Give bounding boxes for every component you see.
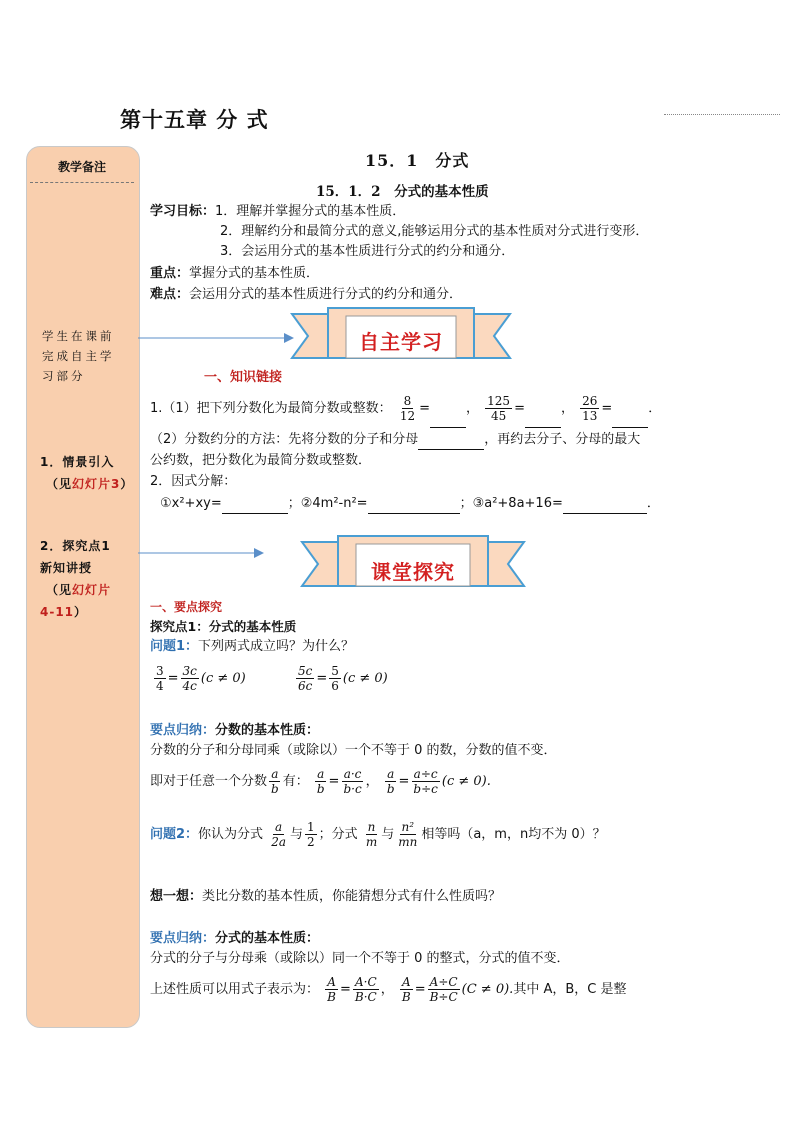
slide-reference: 幻灯片3 xyxy=(72,477,121,491)
explore-heading: 一、要点探究 xyxy=(150,600,223,614)
summary-1-heading xyxy=(150,721,319,741)
arrow-icon xyxy=(136,545,266,561)
factor-item: ；②4m²-n²= xyxy=(287,496,368,511)
question-1b-line2: 公约数，把分数化为最简分数或整数． xyxy=(150,453,372,468)
problem-2 xyxy=(150,815,606,855)
question-text: （2）分数约分的方法：先将分数的分子和分母 xyxy=(150,432,419,447)
answer-blank[interactable] xyxy=(430,427,466,428)
summary-title: 分式的基本性质： xyxy=(215,931,320,946)
sidebar-header: 教学备注 xyxy=(57,160,106,174)
fraction xyxy=(296,664,314,693)
numerator: a xyxy=(275,820,283,834)
answer-blank[interactable] xyxy=(563,513,647,514)
sidebar-note-text: （见 xyxy=(46,477,73,491)
question-2-items: ①x²+xy= ；②4m²-n²= ；③a²+8a+16= ． xyxy=(160,494,660,514)
denominator: 4c xyxy=(182,679,197,693)
summary-2-formula: 上述性质可以用式子表示为： $\frac{A}{B}$ = $\frac{A\cdot C}{B\cdot C}$ ， $\frac{A}{B}$ = $\frac{A\div C}{B\div C}$ (C ≠ 0).其中 A，B，C 是整 xyxy=(150,975,627,1004)
answer-blank[interactable] xyxy=(368,513,460,514)
summary-2-text: 分式的分子与分母乘（或除以）同一个不等于 0 的整式，分式的值不变． xyxy=(150,951,570,966)
sidebar-note-line: 2．探究点1 xyxy=(40,539,111,553)
denominator: 6c xyxy=(298,679,313,693)
fraction xyxy=(428,975,460,1004)
factor-item: ；③a²+8a+16= xyxy=(459,496,563,511)
goals-label: 学习目标： xyxy=(150,204,216,219)
denominator: B xyxy=(327,990,336,1004)
fraction xyxy=(269,767,281,796)
condition: (c ≠ 0) xyxy=(342,671,388,686)
section-title: 15．1 分式 xyxy=(365,151,470,170)
denominator: 6 xyxy=(331,679,339,693)
problem-1 xyxy=(150,637,354,657)
numerator: A xyxy=(327,975,336,989)
denominator: b·c xyxy=(343,782,362,796)
denominator: B xyxy=(401,990,411,1004)
denominator: m xyxy=(365,835,378,849)
problem-label: 问题1： xyxy=(150,639,199,654)
fraction xyxy=(485,394,512,423)
numerator: n² xyxy=(401,820,415,834)
sidebar-note-intro xyxy=(40,451,136,495)
learning-goal-1 xyxy=(150,202,405,222)
arrow-icon xyxy=(136,330,296,346)
think-text: 类比分数的基本性质，你能猜想分式有什么性质吗？ xyxy=(202,889,502,904)
inline-text: (C ≠ 0). xyxy=(461,982,514,997)
fraction xyxy=(325,975,338,1004)
fraction xyxy=(398,394,417,423)
inline-text: 上述性质可以用式子表示为： xyxy=(150,982,320,997)
fraction xyxy=(396,820,419,849)
numerator: a÷c xyxy=(413,767,438,781)
denominator: 45 xyxy=(490,409,507,423)
summary-2-heading xyxy=(150,929,319,949)
fraction xyxy=(154,664,166,693)
numerator: 3c xyxy=(182,664,197,678)
answer-blank[interactable] xyxy=(612,427,648,428)
numerator: a xyxy=(271,767,279,781)
sidebar-note-line: 习部分 xyxy=(42,369,86,383)
numerator: a xyxy=(317,767,325,781)
inline-text: 有： xyxy=(282,774,309,789)
sidebar-note-line: 学生在课前 xyxy=(42,329,115,343)
knowledge-link-heading: 一、知识链接 xyxy=(204,370,283,385)
explore-point-1: 探究点1：分式的基本性质 xyxy=(150,619,297,634)
difficulty xyxy=(150,285,462,305)
numerator: a·c xyxy=(343,767,362,781)
answer-blank[interactable] xyxy=(418,449,484,450)
numerator: 1 xyxy=(307,820,315,834)
learning-goal-3: 3．会运用分式的基本性质进行分式的约分和通分． xyxy=(220,244,515,259)
factor-item: ①x²+xy= xyxy=(160,496,222,511)
answer-blank[interactable] xyxy=(222,513,288,514)
inline-text: ；分式 xyxy=(318,827,358,842)
numerator: A·C xyxy=(354,975,377,989)
inline-text: 即对于任意一个分数 xyxy=(150,774,268,789)
inline-text: 你认为分式 xyxy=(198,827,264,842)
denominator: mn xyxy=(398,835,418,849)
slide-reference: 4-11 xyxy=(40,605,75,619)
inline-text: 相等吗（a，m，n均不为 0）？ xyxy=(421,827,606,842)
summary-1-formula: 即对于任意一个分数 $\frac{a}{b}$ 有： $\frac{a}{b}$ = $\frac{a\cdot c}{b\cdot c}$ ， $\frac{a}{b}$ = $\frac{a\div c}{b\div c}$ (c ≠ 0). xyxy=(150,767,491,796)
fraction xyxy=(364,820,379,849)
numerator: 5 xyxy=(331,664,339,678)
difficulty-label: 难点： xyxy=(150,287,190,302)
key-point xyxy=(150,264,319,284)
fraction xyxy=(400,975,413,1004)
header-dotted-rule xyxy=(664,114,780,115)
inline-text: 其中 A，B，C 是整 xyxy=(513,982,627,997)
key-point-label: 重点： xyxy=(150,266,190,281)
fraction xyxy=(329,664,341,693)
numerator: n xyxy=(367,820,376,834)
inline-text: 与 xyxy=(381,827,395,842)
subsection-title: 15．1．2 分式的基本性质 xyxy=(316,184,489,200)
question-text: ，再约去分子、分母的最大 xyxy=(484,432,641,447)
denominator: b xyxy=(386,782,395,796)
numerator: A xyxy=(401,975,411,989)
summary-title: 分数的基本性质： xyxy=(215,723,320,738)
problem-label: 问题2： xyxy=(150,827,199,842)
numerator: a xyxy=(387,767,395,781)
numerator: 8 xyxy=(403,394,412,408)
question-2: 2．因式分解： xyxy=(150,474,237,489)
denominator: 4 xyxy=(156,679,164,693)
denominator: B÷C xyxy=(429,990,458,1004)
fraction xyxy=(353,975,379,1004)
numerator: 3 xyxy=(156,664,164,678)
question-1-text: 1.（1）把下列分数化为最简分数或整数： xyxy=(150,401,392,416)
equation-2: $\frac{5c}{6c}$ = $\frac{5}{6}$ (c ≠ 0) xyxy=(298,664,388,693)
difficulty-text: 会运用分式的基本性质进行分式的约分和通分． xyxy=(189,287,463,302)
answer-blank[interactable] xyxy=(525,427,561,428)
denominator: 2 xyxy=(307,835,315,849)
fraction xyxy=(181,664,199,693)
goal-text: 1．理解并掌握分式的基本性质． xyxy=(215,204,406,219)
banner-self-study-label: 自主学习 xyxy=(359,330,443,354)
fraction xyxy=(341,767,363,796)
summary-1-text: 分数的分子和分母同乘（或除以）一个不等于 0 的数，分数的值不变． xyxy=(150,743,557,758)
fraction xyxy=(315,767,327,796)
learning-goal-2: 2．理解约分和最简分式的意义,能够运用分式的基本性质对分式进行变形． xyxy=(220,224,649,239)
numerator: A÷C xyxy=(429,975,458,989)
sidebar-note-text: ） xyxy=(120,477,134,491)
sidebar-note-text: （见 xyxy=(46,583,73,597)
think-about-it xyxy=(150,887,501,907)
chapter-title: 第十五章 分 式 xyxy=(120,107,269,132)
fraction xyxy=(269,820,288,849)
slide-reference: 幻灯片 xyxy=(72,583,112,597)
inline-text: 与 xyxy=(290,827,304,842)
sidebar-note-text: ） xyxy=(74,605,88,619)
sidebar-note-line: 新知讲授 xyxy=(40,561,93,575)
fraction xyxy=(385,767,397,796)
fraction xyxy=(580,394,599,423)
think-label: 想一想： xyxy=(150,889,203,904)
condition: (c ≠ 0) xyxy=(200,671,246,686)
problem-text: 下列两式成立吗？为什么？ xyxy=(198,639,355,654)
denominator: b÷c xyxy=(413,782,438,796)
summary-label: 要点归纳： xyxy=(150,931,216,946)
sidebar-divider xyxy=(30,182,134,183)
fraction xyxy=(305,820,317,849)
numerator: 26 xyxy=(582,394,598,408)
fraction xyxy=(411,767,439,796)
key-point-text: 掌握分式的基本性质． xyxy=(189,266,320,281)
question-1: 1.（1）把下列分数化为最简分数或整数： $\frac{8}{12}$ = ， $\frac{125}{45}$ = ， $\frac{26}{13}$ = ． xyxy=(150,390,661,428)
denominator: 2a xyxy=(271,835,286,849)
sidebar-note-line: 完成自主学 xyxy=(42,349,115,363)
inline-text: (c ≠ 0). xyxy=(441,774,491,789)
question-1b-line1 xyxy=(150,430,640,450)
sidebar-note-explore xyxy=(40,535,136,623)
sidebar-note-line: 1．情景引入 xyxy=(40,455,115,469)
sidebar-note-prestudy xyxy=(42,326,132,386)
equation-1: $\frac{3}{4}$ = $\frac{3c}{4c}$ (c ≠ 0) xyxy=(156,664,246,693)
numerator: 5c xyxy=(298,664,313,678)
banner-class-explore-label: 课堂探究 xyxy=(371,560,455,584)
denominator: B·C xyxy=(354,990,377,1004)
numerator: 125 xyxy=(487,394,511,408)
denominator: 12 xyxy=(399,409,416,423)
denominator: b xyxy=(271,782,279,796)
summary-label: 要点归纳： xyxy=(150,723,216,738)
denominator: 13 xyxy=(582,409,598,423)
denominator: b xyxy=(316,782,325,796)
